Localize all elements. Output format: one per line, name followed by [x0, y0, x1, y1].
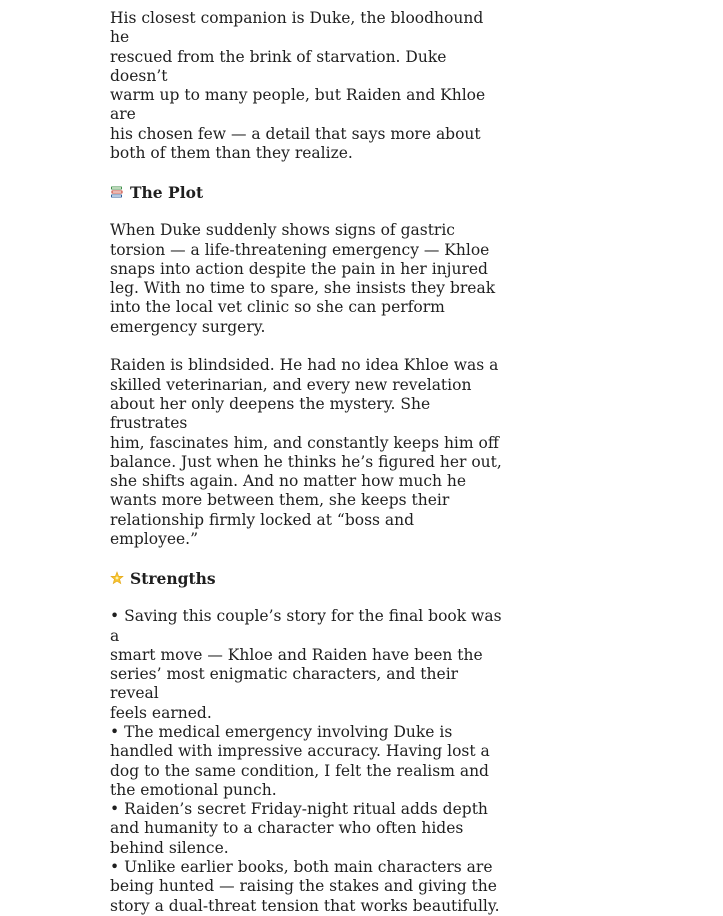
spacer	[110, 337, 505, 356]
list-item: • Unlike earlier books, both main characters are being hunted — raising the stakes and giving the story a dual-threat tension that works beautifully.	[110, 858, 500, 915]
section-heading-text: Strengths	[130, 568, 216, 588]
section-heading-plot	[110, 183, 505, 202]
strengths-list	[110, 607, 505, 916]
review-content	[110, 9, 505, 916]
list-item: • Saving this couple’s story for the final book was a smart move — Khloe and Raiden have been the series’ most enigmatic characters, and their reveal feels earned.	[110, 607, 502, 722]
list-item: • Raiden’s secret Friday-night ritual adds depth and humanity to a character who often hides behind silence.	[110, 800, 488, 857]
section-heading-strengths	[110, 569, 505, 588]
spacer	[110, 202, 505, 221]
books-icon	[110, 185, 124, 199]
spacer	[110, 163, 505, 182]
plot-paragraph: Raiden is blindsided. He had no idea Khloe was a skilled veterinarian, and every new revelation about her only deepens the mystery. She frustrates him, fascinates him, and constantly keeps him off balance. Just when he thinks he’s figured her out, she shifts again. And no matter how much he wants more between them, she keeps their relationship firmly locked at “boss and employee.”	[110, 356, 502, 549]
plot-paragraph: When Duke suddenly shows signs of gastric torsion — a life-threatening emergency — Khloe snaps into action despite the pain in her injured leg. With no time to spare, she insists they break into the local vet clinic so she can perform emergency surgery.	[110, 221, 496, 336]
spacer	[110, 549, 505, 568]
glowing-star-icon	[110, 571, 124, 585]
intro-paragraph: His closest companion is Duke, the bloodhound he rescued from the brink of starvation. Duke doesn’t warm up to many people, but Raiden and Khloe are his chosen few — a detail that says more about both of them than they realize.	[110, 9, 486, 163]
section-heading-text: The Plot	[130, 182, 204, 202]
spacer	[110, 588, 505, 607]
list-item: • The medical emergency involving Duke is handled with impressive accuracy. Having lost a dog to the same condition, I felt the realism and the emotional punch.	[110, 722, 490, 799]
